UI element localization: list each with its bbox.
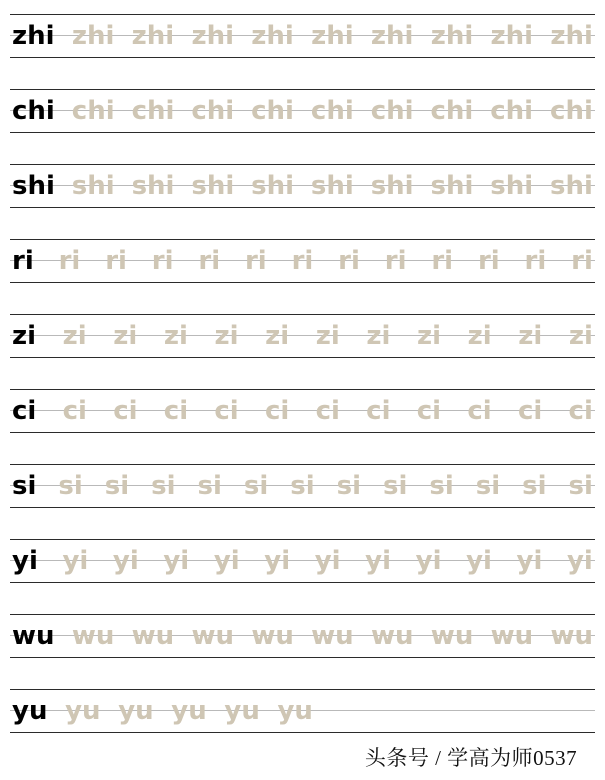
trace-syllable: si bbox=[522, 471, 547, 501]
worksheet-row bbox=[0, 375, 605, 450]
trace-syllable: chi bbox=[131, 96, 175, 126]
trace-syllable: yi bbox=[62, 546, 89, 576]
model-syllable: zhi bbox=[12, 21, 55, 51]
trace-syllable: si bbox=[243, 471, 269, 501]
trace-syllable: chi bbox=[490, 96, 534, 126]
trace-syllable: shi bbox=[71, 171, 115, 201]
row-glyphs bbox=[10, 689, 315, 733]
trace-syllable: yi bbox=[213, 546, 240, 576]
trace-syllable: zi bbox=[62, 321, 87, 351]
trace-syllable: yi bbox=[264, 546, 291, 576]
trace-syllable: ci bbox=[163, 396, 189, 426]
model-syllable: si bbox=[12, 471, 37, 501]
trace-syllable: zi bbox=[315, 321, 340, 351]
watermark-bar bbox=[337, 734, 605, 780]
trace-syllable: wu bbox=[490, 621, 534, 651]
trace-syllable: ci bbox=[517, 396, 543, 426]
trace-syllable: ci bbox=[366, 396, 391, 426]
trace-syllable: chi bbox=[71, 96, 115, 126]
row-glyphs bbox=[10, 614, 595, 658]
row-glyphs bbox=[10, 389, 595, 433]
trace-syllable: ri bbox=[151, 246, 174, 276]
trace-syllable: zi bbox=[265, 321, 290, 351]
trace-syllable: yi bbox=[314, 546, 341, 576]
trace-syllable: ci bbox=[264, 396, 290, 426]
trace-syllable: zhi bbox=[251, 21, 294, 51]
row-glyphs bbox=[10, 14, 595, 58]
row-glyphs bbox=[10, 89, 595, 133]
trace-syllable: ri bbox=[338, 246, 360, 276]
trace-syllable: ri bbox=[105, 246, 127, 276]
worksheet-row bbox=[0, 225, 605, 300]
trace-syllable: shi bbox=[191, 171, 235, 201]
trace-syllable: ci bbox=[416, 396, 442, 426]
worksheet-row bbox=[0, 0, 605, 75]
worksheet-row bbox=[0, 450, 605, 525]
watermark-text: 头条号 / 学高为师0537 bbox=[364, 746, 578, 770]
trace-syllable: si bbox=[151, 471, 176, 501]
worksheet-row bbox=[0, 75, 605, 150]
trace-syllable: zhi bbox=[430, 21, 474, 51]
trace-syllable: shi bbox=[370, 171, 414, 201]
trace-syllable: shi bbox=[430, 171, 474, 201]
trace-syllable: yi bbox=[466, 546, 492, 576]
model-syllable: chi bbox=[12, 96, 55, 126]
trace-syllable: si bbox=[429, 471, 454, 501]
trace-syllable: shi bbox=[131, 171, 175, 201]
trace-syllable: yu bbox=[171, 696, 207, 726]
trace-syllable: yu bbox=[65, 696, 101, 726]
row-glyphs bbox=[10, 464, 595, 508]
trace-syllable: zhi bbox=[131, 21, 175, 51]
trace-syllable: zhi bbox=[370, 21, 414, 51]
trace-syllable: yu bbox=[277, 696, 313, 726]
trace-syllable: yu bbox=[118, 696, 154, 726]
worksheet-row bbox=[0, 150, 605, 225]
trace-syllable: ri bbox=[384, 246, 407, 276]
model-syllable: wu bbox=[12, 621, 55, 651]
trace-syllable: zhi bbox=[311, 21, 354, 51]
worksheet-row bbox=[0, 300, 605, 375]
trace-syllable: zhi bbox=[490, 21, 534, 51]
trace-syllable: zhi bbox=[550, 21, 593, 51]
trace-syllable: zi bbox=[417, 321, 442, 351]
trace-syllable: ci bbox=[315, 396, 340, 426]
trace-syllable: ri bbox=[524, 246, 547, 276]
row-glyphs bbox=[10, 314, 595, 358]
trace-syllable: zi bbox=[163, 321, 188, 351]
trace-syllable: ci bbox=[214, 396, 239, 426]
trace-syllable: yi bbox=[112, 546, 139, 576]
trace-syllable: wu bbox=[370, 621, 414, 651]
trace-syllable: wu bbox=[311, 621, 354, 651]
trace-syllable: si bbox=[290, 471, 315, 501]
trace-syllable: zi bbox=[113, 321, 138, 351]
model-syllable: ci bbox=[12, 396, 37, 426]
trace-syllable: zhi bbox=[191, 21, 234, 51]
trace-syllable: chi bbox=[251, 96, 294, 126]
trace-syllable: chi bbox=[550, 96, 593, 126]
row-glyphs bbox=[10, 239, 595, 283]
trace-syllable: shi bbox=[310, 171, 354, 201]
trace-syllable: ri bbox=[244, 246, 267, 276]
trace-syllable: wu bbox=[71, 621, 115, 651]
trace-syllable: si bbox=[58, 471, 83, 501]
model-syllable: yi bbox=[12, 546, 38, 576]
trace-syllable: shi bbox=[490, 171, 534, 201]
trace-syllable: si bbox=[475, 471, 501, 501]
trace-syllable: wu bbox=[430, 621, 474, 651]
model-syllable: shi bbox=[12, 171, 55, 201]
trace-syllable: yi bbox=[415, 546, 442, 576]
trace-syllable: ci bbox=[62, 396, 87, 426]
trace-syllable: wu bbox=[191, 621, 235, 651]
trace-syllable: wu bbox=[550, 621, 593, 651]
trace-syllable: ci bbox=[113, 396, 138, 426]
trace-syllable: si bbox=[383, 471, 408, 501]
trace-syllable: wu bbox=[251, 621, 294, 651]
trace-syllable: si bbox=[568, 471, 593, 501]
trace-syllable: zi bbox=[467, 321, 492, 351]
trace-syllable: ci bbox=[568, 396, 593, 426]
model-syllable: ri bbox=[12, 246, 34, 276]
trace-syllable: si bbox=[104, 471, 130, 501]
row-glyphs bbox=[10, 164, 595, 208]
trace-syllable: yi bbox=[516, 546, 543, 576]
trace-syllable: yi bbox=[163, 546, 190, 576]
worksheet-row bbox=[0, 600, 605, 675]
trace-syllable: shi bbox=[550, 171, 593, 201]
trace-syllable: zi bbox=[568, 321, 593, 351]
worksheet-row bbox=[0, 525, 605, 600]
trace-syllable: wu bbox=[131, 621, 175, 651]
trace-syllable: chi bbox=[370, 96, 414, 126]
trace-syllable: chi bbox=[191, 96, 235, 126]
trace-syllable: ri bbox=[291, 246, 314, 276]
trace-syllable: ri bbox=[431, 246, 454, 276]
row-glyphs bbox=[10, 539, 595, 583]
model-syllable: zi bbox=[12, 321, 37, 351]
trace-syllable: si bbox=[197, 471, 222, 501]
trace-syllable: ri bbox=[571, 246, 593, 276]
trace-syllable: shi bbox=[251, 171, 295, 201]
trace-syllable: chi bbox=[430, 96, 474, 126]
trace-syllable: zi bbox=[366, 321, 391, 351]
trace-syllable: zhi bbox=[71, 21, 115, 51]
trace-syllable: yu bbox=[224, 696, 260, 726]
trace-syllable: ri bbox=[198, 246, 221, 276]
trace-syllable: chi bbox=[310, 96, 354, 126]
trace-syllable: yi bbox=[365, 546, 392, 576]
model-syllable: yu bbox=[12, 696, 48, 726]
trace-syllable: ri bbox=[477, 246, 500, 276]
trace-syllable: zi bbox=[518, 321, 543, 351]
trace-syllable: ri bbox=[58, 246, 81, 276]
trace-syllable: si bbox=[336, 471, 362, 501]
trace-syllable: ci bbox=[467, 396, 492, 426]
trace-syllable: zi bbox=[214, 321, 239, 351]
trace-syllable: yi bbox=[566, 546, 593, 576]
